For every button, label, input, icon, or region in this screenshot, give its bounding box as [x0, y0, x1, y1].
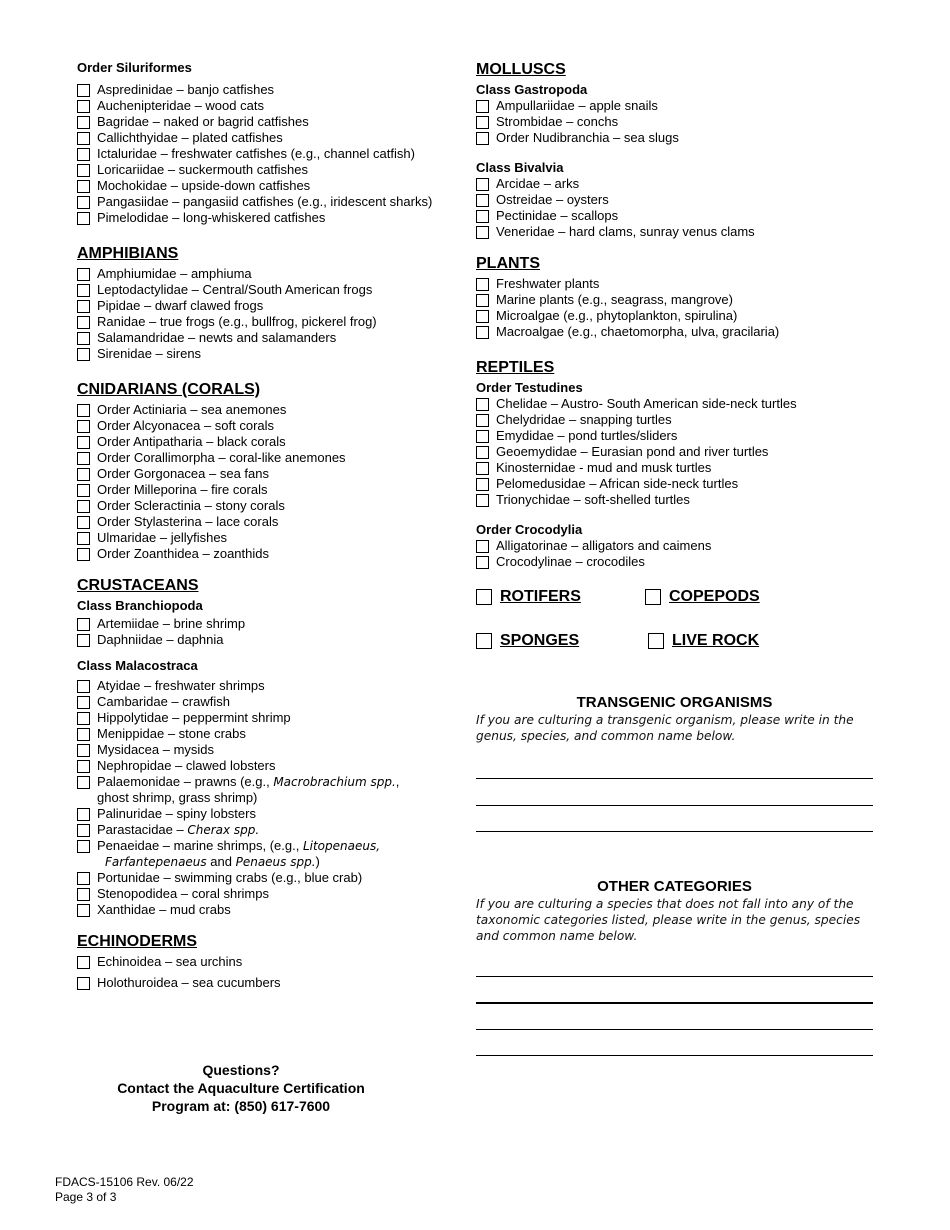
left-column [77, 58, 462, 991]
contact-line: Contact the Aquaculture Certification [117, 1080, 365, 1096]
copepods-option: COPEPODS [645, 588, 760, 606]
checkbox[interactable] [77, 760, 90, 773]
checkbox[interactable] [77, 888, 90, 901]
molluscs-heading: MOLLUSCS [476, 61, 566, 78]
list-item: Chelydridae – snapping turtles [476, 412, 896, 428]
list-item: Menippidae – stone crabs [77, 726, 462, 742]
bivalvia-heading: Class Bivalvia [476, 160, 564, 175]
list-item: Order Scleractinia – stony corals [77, 498, 462, 514]
list-item: Veneridae – hard clams, sunray venus clams [476, 224, 896, 240]
checkbox[interactable] [77, 212, 90, 225]
checkbox[interactable] [476, 194, 489, 207]
transgenic-note: If you are culturing a transgenic organism, please write in the genus, species, and common name below. [476, 713, 854, 743]
list-item: Pipidae – dwarf clawed frogs [77, 298, 462, 314]
other-note: If you are culturing a species that does not fall into any of the taxonomic categories listed, please write in the genus, species and common name below. [476, 897, 861, 943]
checkbox[interactable] [77, 548, 90, 561]
copepods-checkbox[interactable] [645, 589, 661, 605]
amphibians-heading: AMPHIBIANS [77, 245, 179, 262]
list-item: Portunidae – swimming crabs (e.g., blue crab) [77, 870, 462, 886]
list-item: Pimelodidae – long-whiskered catfishes [77, 210, 462, 226]
echinoderms-heading: ECHINODERMS [77, 933, 198, 950]
checkbox[interactable] [77, 712, 90, 725]
checkbox[interactable] [476, 540, 489, 553]
checkbox[interactable] [476, 100, 489, 113]
checkbox[interactable] [77, 776, 90, 789]
cnidarians-heading: CNIDARIANS (CORALS) [77, 381, 261, 398]
list-item: Pelomedusidae – African side-neck turtles [476, 476, 896, 492]
list-item: Trionychidae – soft-shelled turtles [476, 492, 896, 508]
checkbox[interactable] [476, 478, 489, 491]
testudines-heading: Order Testudines [476, 380, 583, 395]
list-item: Ostreidae – oysters [476, 192, 896, 208]
sponges-checkbox[interactable] [476, 633, 492, 649]
list-item: Order Gorgonacea – sea fans [77, 466, 462, 482]
list-item: Aspredinidae – banjo catfishes [77, 82, 462, 98]
checkbox[interactable] [77, 977, 90, 990]
list-item: Ranidae – true frogs (e.g., bullfrog, pickerel frog) [77, 314, 462, 330]
checkbox[interactable] [77, 680, 90, 693]
list-item: Pectinidae – scallops [476, 208, 896, 224]
checkbox[interactable] [476, 398, 489, 411]
list-item: Geoemydidae – Eurasian pond and river turtles [476, 444, 896, 460]
list-item: Penaeidae – marine shrimps, (e.g., Litopenaeus, Farfantepenaeus and Penaeus spp.) [77, 838, 462, 870]
checkbox[interactable] [476, 132, 489, 145]
list-item: Order Stylasterina – lace corals [77, 514, 462, 530]
checkbox[interactable] [476, 414, 489, 427]
checkbox[interactable] [77, 116, 90, 129]
checkbox[interactable] [77, 824, 90, 837]
list-item: Auchenipteridae – wood cats [77, 98, 462, 114]
malacostraca-list [77, 678, 462, 918]
list-item: Macroalgae (e.g., chaetomorpha, ulva, gracilaria) [476, 324, 896, 340]
list-item: Xanthidae – mud crabs [77, 902, 462, 918]
list-item: Kinosternidae - mud and musk turtles [476, 460, 896, 476]
list-item: Order Nudibranchia – sea slugs [476, 130, 896, 146]
checkbox[interactable] [77, 516, 90, 529]
list-item: Nephropidae – clawed lobsters [77, 758, 462, 774]
list-item: Cambaridae – crawfish [77, 694, 462, 710]
checkbox[interactable] [77, 840, 90, 853]
checkbox[interactable] [77, 100, 90, 113]
contact-block [80, 1061, 402, 1115]
checkbox[interactable] [77, 316, 90, 329]
checkbox[interactable] [77, 300, 90, 313]
crocodylia-heading: Order Crocodylia [476, 522, 583, 537]
list-item: Microalgae (e.g., phytoplankton, spirulina) [476, 308, 896, 324]
list-item: Chelidae – Austro- South American side-neck turtles [476, 396, 896, 412]
amphibians-list [77, 266, 462, 362]
list-item: Emydidae – pond turtles/sliders [476, 428, 896, 444]
checkbox[interactable] [77, 332, 90, 345]
checkbox[interactable] [77, 420, 90, 433]
checkbox[interactable] [77, 904, 90, 917]
list-item: Order Corallimorpha – coral-like anemones [77, 450, 462, 466]
crustaceans-heading: CRUSTACEANS [77, 577, 199, 594]
list-item: Holothuroidea – sea cucumbers [77, 975, 462, 991]
transgenic-heading: TRANSGENIC ORGANISMS [576, 694, 773, 711]
checkbox[interactable] [476, 446, 489, 459]
list-item: Amphiumidae – amphiuma [77, 266, 462, 282]
checkbox[interactable] [476, 294, 489, 307]
bivalvia-list [476, 176, 896, 240]
checkbox[interactable] [77, 164, 90, 177]
sponges-option: SPONGES [476, 632, 648, 650]
cnidarians-list [77, 402, 462, 562]
list-item: Sirenidae – sirens [77, 346, 462, 362]
list-item: Order Zoanthidea – zoanthids [77, 546, 462, 562]
reptiles-heading: REPTILES [476, 359, 555, 376]
checkbox[interactable] [77, 696, 90, 709]
checkbox[interactable] [77, 436, 90, 449]
list-item: Crocodylinae – crocodiles [476, 554, 896, 570]
list-item: Mysidacea – mysids [77, 742, 462, 758]
list-item: Order Antipatharia – black corals [77, 434, 462, 450]
testudines-list [476, 396, 896, 508]
checkbox[interactable] [77, 196, 90, 209]
list-item: Parastacidae – Cherax spp. [77, 822, 462, 838]
right-column [476, 58, 896, 1056]
checkbox[interactable] [77, 728, 90, 741]
checkbox[interactable] [476, 326, 489, 339]
list-item: Ictaluridae – freshwater catfishes (e.g., channel catfish) [77, 146, 462, 162]
checkbox[interactable] [77, 808, 90, 821]
other-heading: OTHER CATEGORIES [597, 878, 752, 895]
checkbox[interactable] [77, 484, 90, 497]
checkbox[interactable] [77, 634, 90, 647]
list-item: Leptodactylidae – Central/South American frogs [77, 282, 462, 298]
checkbox[interactable] [476, 226, 489, 239]
live-rock-checkbox[interactable] [648, 633, 664, 649]
list-item: Palinuridae – spiny lobsters [77, 806, 462, 822]
list-item: Ampullariidae – apple snails [476, 98, 896, 114]
list-item: Stenopodidea – coral shrimps [77, 886, 462, 902]
checkbox[interactable] [77, 132, 90, 145]
checkbox[interactable] [476, 210, 489, 223]
list-item: Strombidae – conchs [476, 114, 896, 130]
siluriformes-heading: Order Siluriformes [77, 60, 192, 75]
checkbox[interactable] [77, 956, 90, 969]
page-number: Page 3 of 3 [55, 1190, 117, 1204]
checkbox[interactable] [77, 148, 90, 161]
checkbox[interactable] [77, 618, 90, 631]
malacostraca-heading: Class Malacostraca [77, 658, 198, 673]
list-item: Bagridae – naked or bagrid catfishes [77, 114, 462, 130]
branchiopoda-heading: Class Branchiopoda [77, 598, 203, 613]
siluriformes-list [77, 82, 462, 226]
questions-line: Questions? [202, 1062, 280, 1078]
page-footer [55, 1175, 194, 1205]
checkbox[interactable] [476, 430, 489, 443]
checkbox[interactable] [77, 268, 90, 281]
branchiopoda-list [77, 616, 462, 648]
list-item: Freshwater plants [476, 276, 896, 292]
list-item: Echinoidea – sea urchins [77, 954, 462, 970]
phone-line: Program at: (850) 617-7600 [151, 1098, 331, 1114]
checkbox[interactable] [77, 744, 90, 757]
echinoderms-list [77, 954, 462, 991]
checkbox[interactable] [476, 310, 489, 323]
checkbox[interactable] [77, 84, 90, 97]
checkbox[interactable] [77, 180, 90, 193]
list-item: Atyidae – freshwater shrimps [77, 678, 462, 694]
crocodylia-list [476, 538, 896, 570]
form-number: FDACS-15106 Rev. 06/22 [55, 1175, 194, 1189]
list-item: Ulmaridae – jellyfishes [77, 530, 462, 546]
list-item: Salamandridae – newts and salamanders [77, 330, 462, 346]
rotifers-option: ROTIFERS [476, 588, 645, 606]
write-in-line[interactable] [476, 1055, 873, 1056]
list-item: Hippolytidae – peppermint shrimp [77, 710, 462, 726]
checkbox[interactable] [77, 872, 90, 885]
list-item: Callichthyidae – plated catfishes [77, 130, 462, 146]
big-checks-row-1 [476, 587, 896, 607]
checkbox[interactable] [476, 116, 489, 129]
list-item: Pangasiidae – pangasiid catfishes (e.g., iridescent sharks) [77, 194, 462, 210]
gastropoda-list [476, 98, 896, 146]
checkbox[interactable] [476, 494, 489, 507]
list-item: Order Alcyonacea – soft corals [77, 418, 462, 434]
list-item: Order Actiniaria – sea anemones [77, 402, 462, 418]
list-item: Daphniidae – daphnia [77, 632, 462, 648]
plants-heading: PLANTS [476, 255, 540, 272]
checkbox[interactable] [476, 556, 489, 569]
checkbox[interactable] [77, 468, 90, 481]
checkbox[interactable] [77, 284, 90, 297]
live-rock-option: LIVE ROCK [648, 632, 759, 650]
list-item: Artemiidae – brine shrimp [77, 616, 462, 632]
rotifers-checkbox[interactable] [476, 589, 492, 605]
checkbox[interactable] [77, 452, 90, 465]
list-item: Mochokidae – upside-down catfishes [77, 178, 462, 194]
list-item: Alligatorinae – alligators and caimens [476, 538, 896, 554]
list-item: Arcidae – arks [476, 176, 896, 192]
gastropoda-heading: Class Gastropoda [476, 82, 588, 97]
checkbox[interactable] [476, 462, 489, 475]
list-item: Order Milleporina – fire corals [77, 482, 462, 498]
list-item: Palaemonidae – prawns (e.g., Macrobrachium spp., ghost shrimp, grass shrimp) [77, 774, 462, 806]
checkbox[interactable] [77, 404, 90, 417]
checkbox[interactable] [476, 278, 489, 291]
big-checks-row-2 [476, 631, 896, 651]
checkbox[interactable] [476, 178, 489, 191]
list-item: Marine plants (e.g., seagrass, mangrove) [476, 292, 896, 308]
list-item: Loricariidae – suckermouth catfishes [77, 162, 462, 178]
checkbox[interactable] [77, 348, 90, 361]
checkbox[interactable] [77, 532, 90, 545]
plants-list [476, 276, 896, 340]
checkbox[interactable] [77, 500, 90, 513]
